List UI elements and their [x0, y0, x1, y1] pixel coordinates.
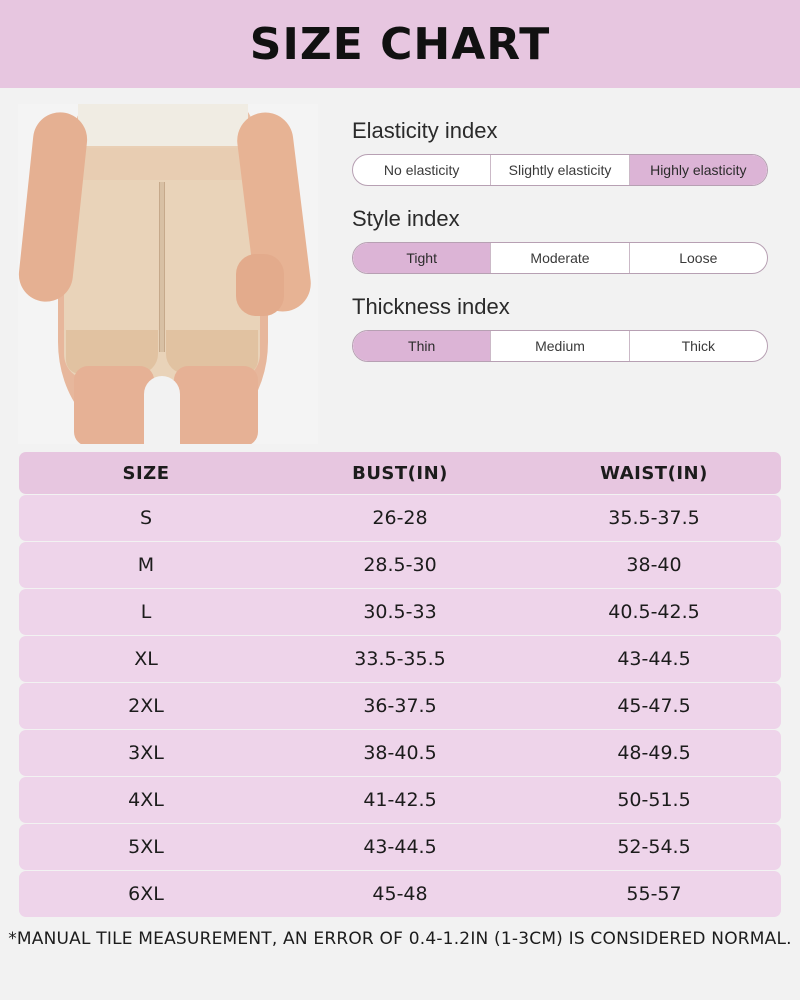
elasticity-index-scale — [352, 154, 768, 186]
thickness-index-scale — [352, 330, 768, 362]
cell-waist: 55-57 — [626, 883, 682, 905]
model-leg-right — [174, 366, 258, 444]
model-top-garment — [78, 104, 248, 148]
style-index-block — [352, 206, 768, 274]
cell-waist: 50-51.5 — [617, 789, 691, 811]
model-hand-right — [236, 254, 284, 316]
page-header — [0, 0, 800, 88]
cell-size: 5XL — [128, 836, 164, 858]
size-table — [19, 452, 781, 917]
cell-size: 6XL — [128, 883, 164, 905]
cell-bust: 41-42.5 — [363, 789, 437, 811]
measurement-footnote: *MANUAL TILE MEASUREMENT, AN ERROR OF 0.4-1.2IN (1-3CM) IS CONSIDERED NORMAL. — [8, 929, 792, 949]
index-list — [318, 104, 800, 446]
shapewear-lace-waistband — [70, 146, 258, 184]
cell-waist: 45-47.5 — [617, 695, 691, 717]
style-index-title: Style index — [352, 206, 460, 231]
elasticity-option-no[interactable]: No elasticity — [353, 155, 491, 185]
cell-bust: 30.5-33 — [363, 601, 437, 623]
cell-bust: 43-44.5 — [363, 836, 437, 858]
style-option-loose[interactable]: Loose — [679, 250, 718, 266]
cell-waist: 43-44.5 — [617, 648, 691, 670]
cell-waist: 52-54.5 — [617, 836, 691, 858]
table-row — [19, 683, 781, 729]
model-leg-left — [74, 366, 154, 444]
cell-waist: 48-49.5 — [617, 742, 691, 764]
cell-size: 4XL — [128, 789, 164, 811]
thickness-option-medium[interactable]: Medium — [491, 331, 629, 361]
column-header-bust: BUST(IN) — [352, 462, 448, 484]
cell-bust: 26-28 — [372, 507, 428, 529]
model-leg-gap — [144, 376, 180, 444]
elasticity-index-title: Elasticity index — [352, 118, 498, 143]
cell-waist: 40.5-42.5 — [608, 601, 700, 623]
top-section — [0, 88, 800, 446]
column-header-size: SIZE — [122, 462, 170, 484]
table-row — [19, 777, 781, 823]
elasticity-index-block — [352, 118, 768, 186]
thickness-index-title: Thickness index — [352, 294, 510, 319]
table-row — [19, 871, 781, 917]
cell-bust: 33.5-35.5 — [354, 648, 446, 670]
table-row — [19, 542, 781, 588]
product-image — [18, 104, 318, 444]
column-header-waist: WAIST(IN) — [600, 462, 708, 484]
cell-waist: 38-40 — [626, 554, 682, 576]
cell-size: 3XL — [128, 742, 164, 764]
cell-size: M — [137, 554, 155, 576]
table-header-row — [19, 452, 781, 494]
cell-bust: 36-37.5 — [363, 695, 437, 717]
table-row — [19, 824, 781, 870]
page-title: SIZE CHART — [249, 18, 551, 70]
table-row — [19, 636, 781, 682]
style-option-moderate[interactable]: Moderate — [491, 243, 629, 273]
thickness-option-thin[interactable]: Thin — [353, 331, 491, 361]
cell-bust: 28.5-30 — [363, 554, 437, 576]
table-row — [19, 495, 781, 541]
cell-bust: 45-48 — [372, 883, 428, 905]
shapewear-zipper — [159, 182, 165, 352]
style-index-scale — [352, 242, 768, 274]
thickness-option-thick[interactable]: Thick — [681, 338, 716, 354]
elasticity-option-highly[interactable]: Highly elasticity — [630, 155, 767, 185]
table-row — [19, 730, 781, 776]
elasticity-option-slightly[interactable]: Slightly elasticity — [491, 155, 629, 185]
cell-size: S — [139, 507, 153, 529]
cell-size: XL — [134, 648, 158, 670]
cell-waist: 35.5-37.5 — [608, 507, 700, 529]
style-option-tight[interactable]: Tight — [353, 243, 491, 273]
table-row — [19, 589, 781, 635]
cell-size: 2XL — [128, 695, 164, 717]
cell-bust: 38-40.5 — [363, 742, 437, 764]
thickness-index-block — [352, 294, 768, 362]
cell-size: L — [140, 601, 152, 623]
